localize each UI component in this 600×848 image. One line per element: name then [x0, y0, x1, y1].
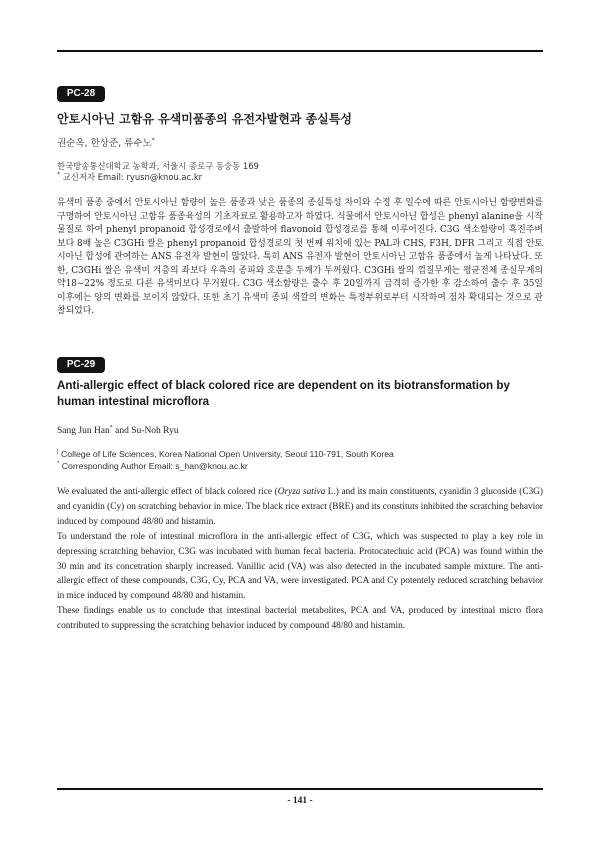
korean-authors — [57, 138, 543, 150]
top-rule — [57, 50, 543, 52]
corresponding-mark: * — [57, 171, 60, 179]
english-affiliation-email-line — [57, 461, 543, 473]
corresponding-mark: * — [109, 424, 113, 431]
abstract-p1-end: L.) and its main constituents, cyanidin 3 glucoside (C3G) and cyanidin (Cy) on scratching behavior in mice. The black rice extract (BRE) and its constituts inhibited the scratching behavior induced by compound 48/80 and histamin. — [57, 487, 543, 527]
section-badge-pc29: PC-29 — [57, 357, 105, 373]
section-badge-pc28: PC-28 — [57, 86, 105, 102]
korean-abstract: 유색미 품종 중에서 안토시아닌 함량이 높은 품종과 낮은 품종의 종실특성 차이와 수정 후 일수에 따른 안토시아닌 함량변화를 구명하여 안토시아닌 고함유 품종육성의 기초자료로 활용하고자 하였다. 식물에서 안토시아닌 합성은 phenyl alanine을 시작물질로 하여 phenyl propanoid 합성경로에서 출발하여 flavonoid 합성경로를 통해 이루어진다. C3G 색소함량이 흑진주벼보다 8배 높은 C3GHi 쌀은 phenyl propanoid 합성경로의 첫 번째 위치에 있는 PAL과 CHS, F3H, DFR 그리고 직접 안토시아닌 합성에 관여하는 ANS 유전자 발현이 많았다. 특히 ANS 유전자 발현이 안토시아닌 고함유 품종에서 높게 나타났다. 또한, C3GHi 쌀은 유색미 겨층의 좌보다 우측의 종피와 호분층 두께가 두꺼웠다. C3GHi 쌀의 껍질무게는 평균전체 종실무게의 약18∼22% 정도로 다른 유색미보다 무거웠다. C3G 색소함량은 출수 후 20일까지 급격히 증가한 후 감소하여 출수 후 35일 이후에는 양의 변화를 보이지 않았다. 또한 초기 유색미 종피 색깔의 변화는 특정부위로부터 시작하여 점차 확대되는 것으로 관찰되었다. — [57, 198, 543, 317]
english-title: Anti-allergic effect of black colored rice are dependent on its biotransformation by human intestinal microflora — [57, 379, 510, 408]
korean-affiliation-address: 한국방송통신대학교 농학과, 서울시 종로구 동숭동 169 — [57, 161, 259, 171]
affiliation-mark: | — [57, 449, 59, 456]
korean-author-names: 권순옥, 한상준, 류수노 — [57, 138, 152, 149]
abstract-paragraph-3: These findings enable us to conclude that intestinal bacterial metabolites, PCA and VA, produced by intestinal micro flora contributed to suppressing the scratching behavior induced by compound 48/80 and histamin. — [57, 606, 543, 632]
english-corresponding-email: Corresponding Author Email: s_han@knou.ac.kr — [61, 460, 248, 471]
english-affiliation-college — [57, 449, 543, 461]
species-name: Oryza sativa — [277, 487, 326, 497]
korean-title: 안토시아닌 고함유 유색미품종의 유전자발현과 종실특성 — [57, 112, 352, 126]
korean-affiliation-email-line — [57, 172, 543, 183]
english-abstract — [57, 485, 543, 634]
korean-affiliation — [57, 161, 543, 183]
author-connector-ryu: and Su-Noh Ryu — [112, 426, 179, 436]
english-affiliation — [57, 449, 543, 472]
abstract-paragraph-1 — [57, 485, 543, 530]
bottom-rule — [57, 788, 543, 790]
english-authors — [57, 425, 543, 437]
author-han: Sang Jun Han — [57, 426, 110, 436]
korean-corresponding-email: 교신저자 Email: ryusn@knou.ac.kr — [62, 172, 203, 182]
english-affiliation-text: College of Life Sciences, Korea National Open University, Seoul 110-791, South Korea — [60, 449, 394, 459]
page-number: - 141 - — [287, 796, 313, 806]
abstract-paragraph-2: To understand the role of intestinal microflora in the anti-allergic effect of C3G, which was suspected to play a key role in depressing scratching behavior, C3G was incubated with human fecal bacteria. Protocatechuic acid (PCA) was found within the 30 min and its concetration sharply increased. Vanillic acid (VA) was also detected in the incubated sample mixture. The anti-allergic effect of these compounds, C3G, Cy, PCA and VA, were investigated. PCA and Cy potentely reduced scratching behavior in mice induced by compound 48/80 and histamin. — [57, 531, 543, 602]
abstract-p1-start: We evaluated the anti-allergic effect of black colored rice ( — [57, 487, 278, 497]
corresponding-mark: * — [57, 460, 60, 467]
corresponding-mark: * — [151, 136, 155, 144]
